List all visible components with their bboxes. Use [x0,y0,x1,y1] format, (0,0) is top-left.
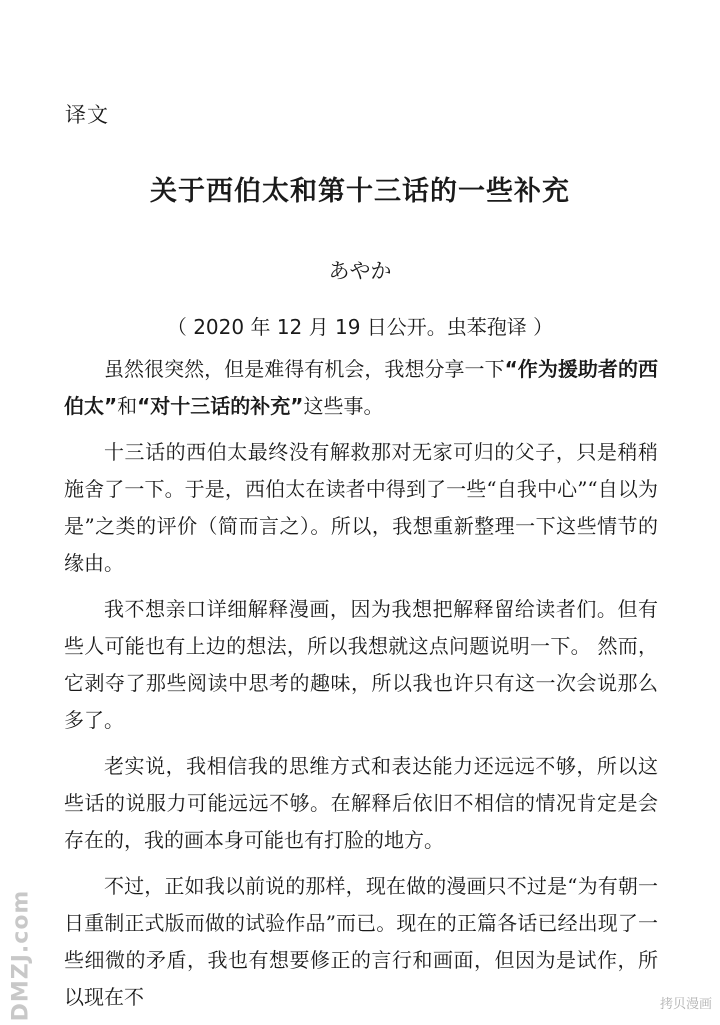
document-body [64,351,658,1025]
text-segment: 老实说，我相信我的思维方式和表达能力还远远不够，所以这些话的说服力可能远远不够。在解释后依旧不相信的情况肯定是会存在的，我的画本身可能也有打脸的地方。 [64,754,658,852]
text-segment: 我不想亲口详细解释漫画，因为我想把解释留给读者们。但有些人可能也有上边的想法，所以我想就这点问题说明一下。 然而，它剥夺了那些阅读中思考的趣味，所以我也许只有这一次会说那么多了。 [64,597,658,732]
watermark-text: DMZJ.com [8,889,34,1021]
text-segment: 不过，正如我以前说的那样，现在做的漫画只不过是“为有朝一日重制正式版而做的试验作品”而已。现在的正篇各话已经出现了一些细微的矛盾，我也有想要修正的言行和画面，但因为是试作，所以现在不 [64,874,658,1009]
author-name: あやか [328,259,392,283]
text-segment: 这些事。 [303,394,384,418]
text-segment: 和 [117,394,138,418]
publication-note: （ 2020 年 12 月 19 日公开。虫苯孢译 ） [166,315,554,339]
paragraph [64,868,658,1016]
site-watermark-left [6,889,36,1021]
site-watermark-right: 拷贝漫画 [659,997,712,1012]
paragraph [64,748,658,859]
bold-phrase: “对十三话的补充” [137,394,304,418]
translation-label: 译文 [65,103,109,127]
text-segment: 虽然很突然，但是难得有机会，我想分享一下 [104,357,505,381]
paragraph [64,591,658,739]
paragraph [64,351,658,425]
text-segment: 十三话的西伯太最终没有解救那对无家可归的父子，只是稍稍施舍了一下。于是，西伯太在读者中得到了一些“自我中心”“自以为是”之类的评价（简而言之）。所以，我想重新整理一下这些情节的缘由。 [64,440,658,575]
bold-phrase: “作为援助者的西伯太” [64,357,658,418]
document-title: 关于西伯太和第十三话的一些补充 [150,176,570,207]
paragraph [64,434,658,582]
